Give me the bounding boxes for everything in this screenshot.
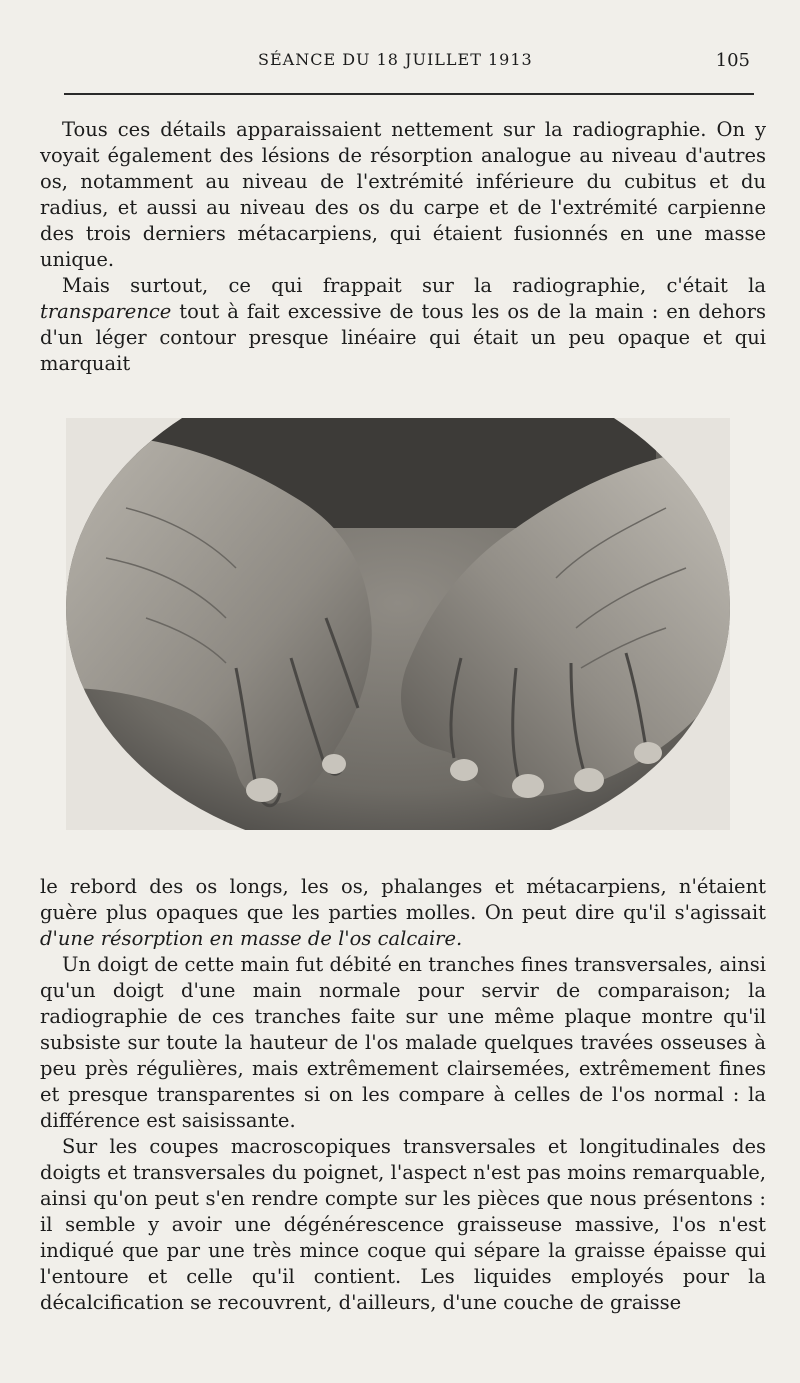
paragraph-3-start: le rebord des os longs, les os, phalanges et métacarpiens, n'étaient guère plus opaques que les parties molles. On peut dire qu'il s'agissait bbox=[40, 875, 766, 924]
page-header bbox=[64, 48, 754, 76]
running-title: SÉANCE DU 18 JUILLET 1913 bbox=[258, 50, 533, 69]
paragraph-2-start: Mais surtout, ce qui frappait sur la radiographie, c'était la bbox=[62, 274, 766, 297]
hands-photograph bbox=[66, 418, 730, 830]
paragraph-1: Tous ces détails apparaissaient nettement sur la radiographie. On y voyait également des lésions de résorption analogue au niveau d'autres os, notamment au niveau de l'extrémité inférieure du cubitus et du radius, et aussi au niveau des os du carpe et de l'extrémité carpienne des trois derniers métacarpiens, qui étaient fusionnés en une masse unique. bbox=[40, 118, 766, 271]
paragraph-4: Un doigt de cette main fut débité en tranches fines transversales, ainsi qu'un doigt d'une main normale pour servir de comparaison; la radiographie de ces tranches faite sur une même plaque montre qu'il subsiste sur toute la hauteur de l'os malade quelques travées osseuses à peu près régulières, mais extrêmement clairsemées, extrêmement fines et presque transparentes si on les compare à celles de l'os normal : la différence est saisissante. bbox=[40, 953, 766, 1132]
header-rule bbox=[64, 93, 754, 95]
paragraph-2 bbox=[40, 273, 766, 377]
text-block-after-figure bbox=[40, 874, 766, 1316]
photograph-of-deformed-hands-icon bbox=[66, 418, 730, 830]
paragraph-2-emphasis: transparence bbox=[40, 300, 172, 323]
page-number: 105 bbox=[715, 50, 750, 71]
paragraph-3-emphasis: d'une résorption en masse de l'os calcaire. bbox=[40, 927, 463, 950]
paragraph-3 bbox=[40, 874, 766, 952]
paragraph-2-end: tout à fait excessive de tous les os de la main : en dehors d'un léger contour presque linéaire qui était un peu opaque et qui marquait bbox=[40, 300, 766, 375]
text-block-before-figure bbox=[40, 117, 766, 377]
paragraph-5: Sur les coupes macroscopiques transversales et longitudinales des doigts et transversales du poignet, l'aspect n'est pas moins remarquable, ainsi qu'on peut s'en rendre compte sur les pièces que nous présentons : il semble y avoir une dégénérescence graisseuse massive, l'os n'est indiqué que par une très mince coque qui sépare la graisse épaisse qui l'entoure et celle qu'il contient. Les liquides employés pour la décalcification se recouvrent, d'ailleurs, d'une couche de graisse bbox=[40, 1135, 766, 1314]
